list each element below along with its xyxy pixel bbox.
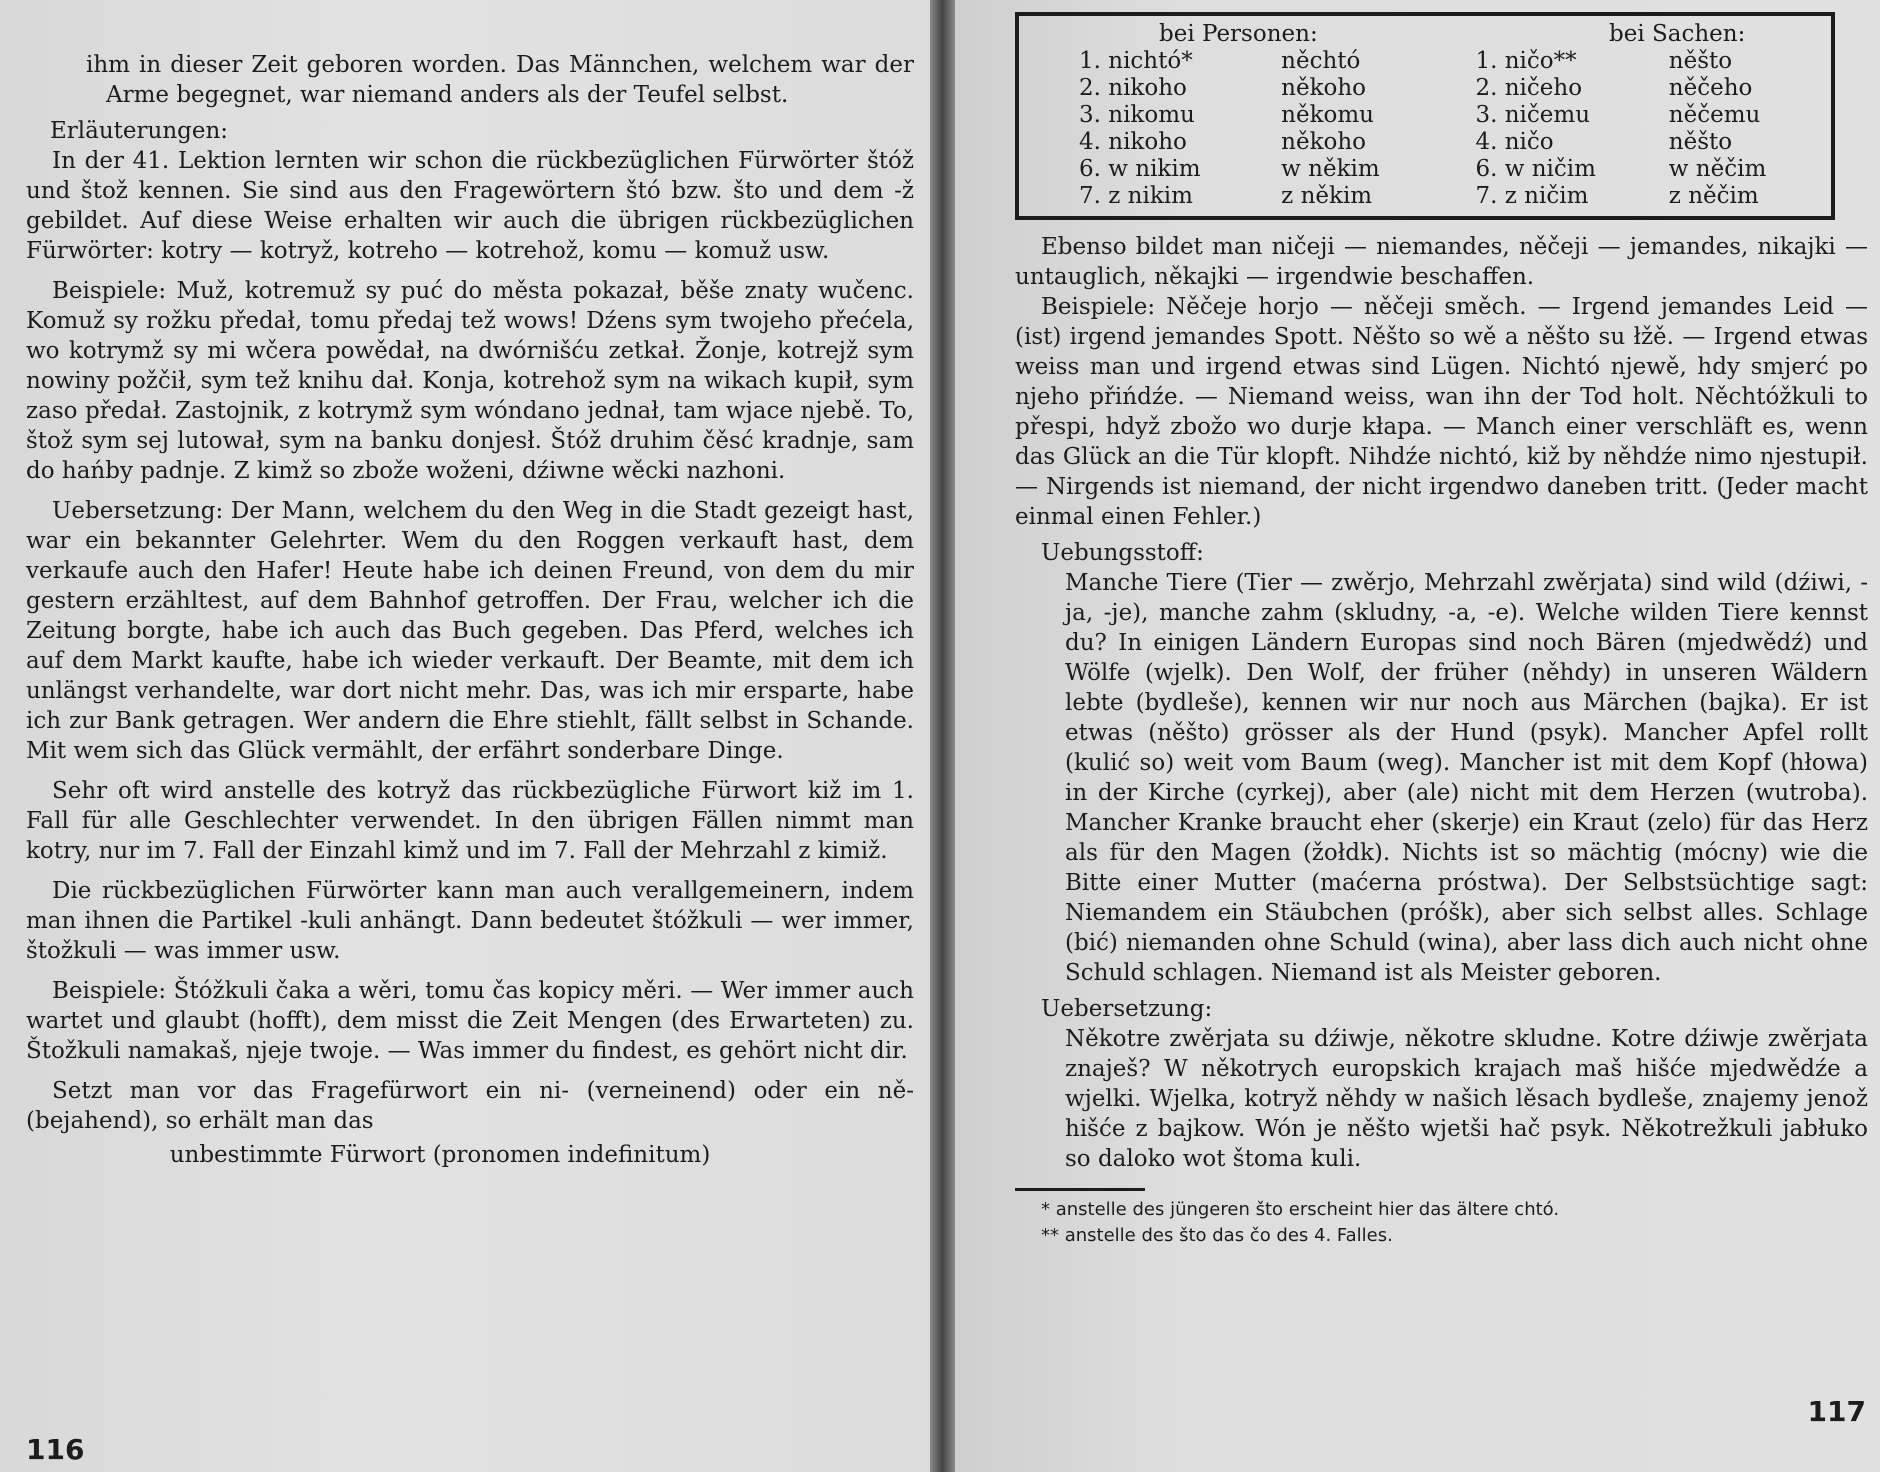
persons-positive-cell: někomu [1281, 102, 1374, 128]
pronoun-table-header [1039, 20, 1811, 48]
pronoun-row [1039, 156, 1811, 183]
pronoun-table [1015, 12, 1835, 220]
beispiele-paragraph-2: Beispiele: Štóžkuli čaka a wěri, tomu čas kopicy měri. — Wer immer auch wartet und glaubt (hofft), dem misst die Zeit Mengen (des Erwarteten) zu. Štožkuli namakaš, njeje twoje. — Was immer du findest, es gehört nicht dir. [26, 978, 914, 1064]
section-title-indefinite-pronoun: unbestimmte Fürwort (pronomen indefinitum) [169, 1142, 711, 1168]
things-positive-cell: w něčim [1668, 156, 1767, 182]
ebenso-paragraph: Ebenso bildet man ničeji — niemandes, něčeji — jemandes, nikajki — untauglich, někajki — irgendwie beschaffen. [1015, 234, 1868, 290]
uebungsstoff-block [1015, 568, 1868, 988]
uebungsstoff-heading: Uebungsstoff: [1041, 540, 1204, 566]
things-negative-cell: 3. ničemu [1475, 102, 1591, 128]
things-negative-cell: 2. ničeho [1475, 75, 1583, 101]
page-number-left: 116 [26, 1433, 85, 1466]
pronoun-row [1039, 102, 1811, 129]
footnote-rule [1015, 1188, 1145, 1191]
things-positive-cell: z něčim [1668, 183, 1759, 209]
persons-positive-cell: něchtó [1281, 48, 1361, 74]
pronoun-row [1039, 48, 1811, 75]
persons-positive-cell: w někim [1281, 156, 1380, 182]
header-things: bei Sachen: [1609, 21, 1746, 47]
uebungsstoff-paragraph: Manche Tiere (Tier — zwěrjo, Mehrzahl zwěrjata) sind wild (dźiwi, -ja, -je), manche zahm (skludny, -a, -e). Welche wilden Tiere kennst du? In einigen Ländern Europas sind noch Bären (mjedwědź) und Wölfe (wjelk). Den Wolf, der früher (něhdy) in unseren Wäldern lebte (bydleše), kennen wir nur noch aus Märchen (bajka). Er ist etwas (něšto) grösser als der Hund (psyk). Mancher Apfel rollt (kulić so) weit vom Baum (weg). Mancher ist mit dem Kopf (hłowa) in der Kirche (cyrkej), aber (ale) nicht mit dem Herzen (wutroba). Mancher Kranke braucht eher (skerje) ein Kraut (zelo) für das Herz als für den Magen (žołdk). Nichts ist so mächtig (mócny) wie die Bitte einer Mutter (maćerna próstwa). Der Selbstsüchtige sagt: Niemandem ein Stäubchen (próšk), aber sich selbst alles. Schlage (bić) niemanden ohne Schuld (wina), aber lass dich auch nicht ohne Schuld schlagen. Niemand ist als Meister geboren. [1065, 570, 1868, 986]
persons-negative-cell: 4. nikoho [1079, 129, 1187, 155]
things-negative-cell: 4. ničo [1475, 129, 1554, 155]
kuli-paragraph: Die rückbezüglichen Fürwörter kann man auch verallgemeinern, indem man ihnen die Partikel -kuli anhängt. Dann bedeutet štóžkuli — wer immer, štožkuli — was immer usw. [26, 878, 914, 964]
things-positive-cell: něčeho [1668, 75, 1753, 101]
persons-negative-cell: 1. nichtó* [1079, 48, 1193, 74]
erlaeuterungen-heading: Erläuterungen: [50, 118, 229, 144]
persons-negative-cell: 3. nikomu [1079, 102, 1195, 128]
persons-negative-cell: 2. nikoho [1079, 75, 1187, 101]
persons-negative-cell: 6. w nikim [1079, 156, 1201, 182]
things-negative-cell: 7. z ničim [1475, 183, 1589, 209]
uebersetzung-block [1015, 1024, 1868, 1174]
persons-positive-cell: někoho [1281, 129, 1367, 155]
footnote-2: ** anstelle des što das čo des 4. Falles. [1041, 1225, 1393, 1246]
things-positive-cell: něšto [1668, 48, 1733, 74]
header-persons: bei Personen: [1159, 21, 1318, 47]
page-number-right: 117 [1807, 1395, 1866, 1428]
persons-positive-cell: z někim [1281, 183, 1373, 209]
things-negative-cell: 1. ničo** [1475, 48, 1577, 74]
pronoun-row [1039, 183, 1811, 210]
uebersetzung-heading: Uebersetzung: [1041, 996, 1213, 1022]
uebersetzung-paragraph-1: Uebersetzung: Der Mann, welchem du den Weg in die Stadt gezeigt hast, war ein bekannter Gelehrter. Wem du den Roggen verkauft hast, dem verkaufe auch den Hafer! Heute habe ich deinen Freund, von dem du mir gestern erzähltest, auf dem Bahnhof getroffen. Der Frau, welcher ich die Zeitung borgte, habe ich auch das Buch gegeben. Das Pferd, welches ich auf dem Markt kaufte, habe ich wieder verkauft. Der Beamte, mit dem ich unlängst verhandelte, war dort nicht mehr. Das, was ich mir ersparte, habe ich zur Bank getragen. Wer andern die Ehre stiehlt, fällt selbst in Schande. Mit wem sich das Glück vermählt, der erfährt sonderbare Dinge. [26, 498, 914, 764]
beispiele-paragraph: Beispiele: Něčeje horjo — něčeji směch. — Irgend jemandes Leid — (ist) irgend jemandes Spott. Něšto so wě a něšto su łžě. — Irgend etwas weiss man und irgend etwas sind Lügen. Nichtó njewě, hdy smjerć po njeho přińdźe. — Niemand weiss, wan ihn der Tod holt. Něchtóžkuli to přespi, hdyž zbožo wo durje kłapa. — Manch einer verschläft es, wenn das Glück an die Tür klopft. Nihdźe nichtó, kiž by něhdźe nimo njestupił. — Nirgends ist niemand, der nicht irgendwo daneben tritt. (Jeder macht einmal einen Fehler.) [1015, 294, 1868, 530]
left-page [0, 0, 930, 1472]
pronoun-row [1039, 75, 1811, 102]
kiz-paragraph: Sehr oft wird anstelle des kotryž das rückbezügliche Fürwort kiž im 1. Fall für alle Geschlechter verwendet. In den übrigen Fällen nimmt man kotry, nur im 7. Fall der Einzahl kimž und im 7. Fall der Mehrzahl z kimiž. [26, 778, 914, 864]
things-positive-cell: něčemu [1668, 102, 1761, 128]
book-gutter [930, 0, 955, 1472]
persons-positive-cell: někoho [1281, 75, 1367, 101]
things-positive-cell: něšto [1668, 129, 1733, 155]
things-negative-cell: 6. w ničim [1475, 156, 1596, 182]
erlaeuterungen-paragraph: In der 41. Lektion lernten wir schon die rückbezüglichen Fürwörter štóž und štož kennen. Sie sind aus den Fragewörtern štó bzw. što und dem -ž gebildet. Auf diese Weise erhalten wir auch die übrigen rückbezüglichen Fürwörter: kotry — kotryž, kotreho — kotrehož, komu — komuž usw. [26, 148, 914, 264]
persons-negative-cell: 7. z nikim [1079, 183, 1193, 209]
right-page [955, 0, 1880, 1472]
intro-paragraph: ihm in dieser Zeit geboren worden. Das Männchen, welchem war der Arme begegnet, war niemand anders als der Teufel selbst. [86, 52, 914, 108]
uebersetzung-paragraph: Někotre zwěrjata su dźiwje, někotre skludne. Kotre dźiwje zwěrjata znaješ? W někotrych europskich krajach maš hišće mjedwědźe a wjelki. Wjelka, kotryž něhdy w našich lěsach bydleše, znajemy jenož hišće z bajkow. Wón je něšto wjetši hač psyk. Někotrežkuli jabłuko so daloko wot štoma kuli. [1065, 1026, 1868, 1172]
pronoun-table-body [1039, 48, 1811, 210]
beispiele-paragraph-1: Beispiele: Muž, kotremuž sy puć do města pokazał, běše znaty wučenc. Komuž sy rožku předał, tomu předaj tež wows! Dźens sym twojeho přećela, wo kotrymž sy mi wčera powědał, na dwórnišću zetkał. Žonje, kotrejž sym nowiny požčił, sym tež knihu dał. Konja, kotrehož sym na wikach kupił, sym zaso předał. Zastojnik, z kotrymž sym wóndano jednał, tam wjace njebě. To, štož sym sej lutował, sym na banku donjesł. Štóž druhim čěsć kradnje, sam do hańby padnje. Z kimž so zbože woženi, dźiwne wěcki nazhoni. [26, 278, 914, 484]
pronoun-row [1039, 129, 1811, 156]
footnote-1: * anstelle des jüngeren što erscheint hier das ältere chtó. [1041, 1199, 1560, 1220]
setzt-paragraph: Setzt man vor das Fragefürwort ein ni- (verneinend) oder ein ně- (bejahend), so erhält man das [26, 1078, 914, 1134]
